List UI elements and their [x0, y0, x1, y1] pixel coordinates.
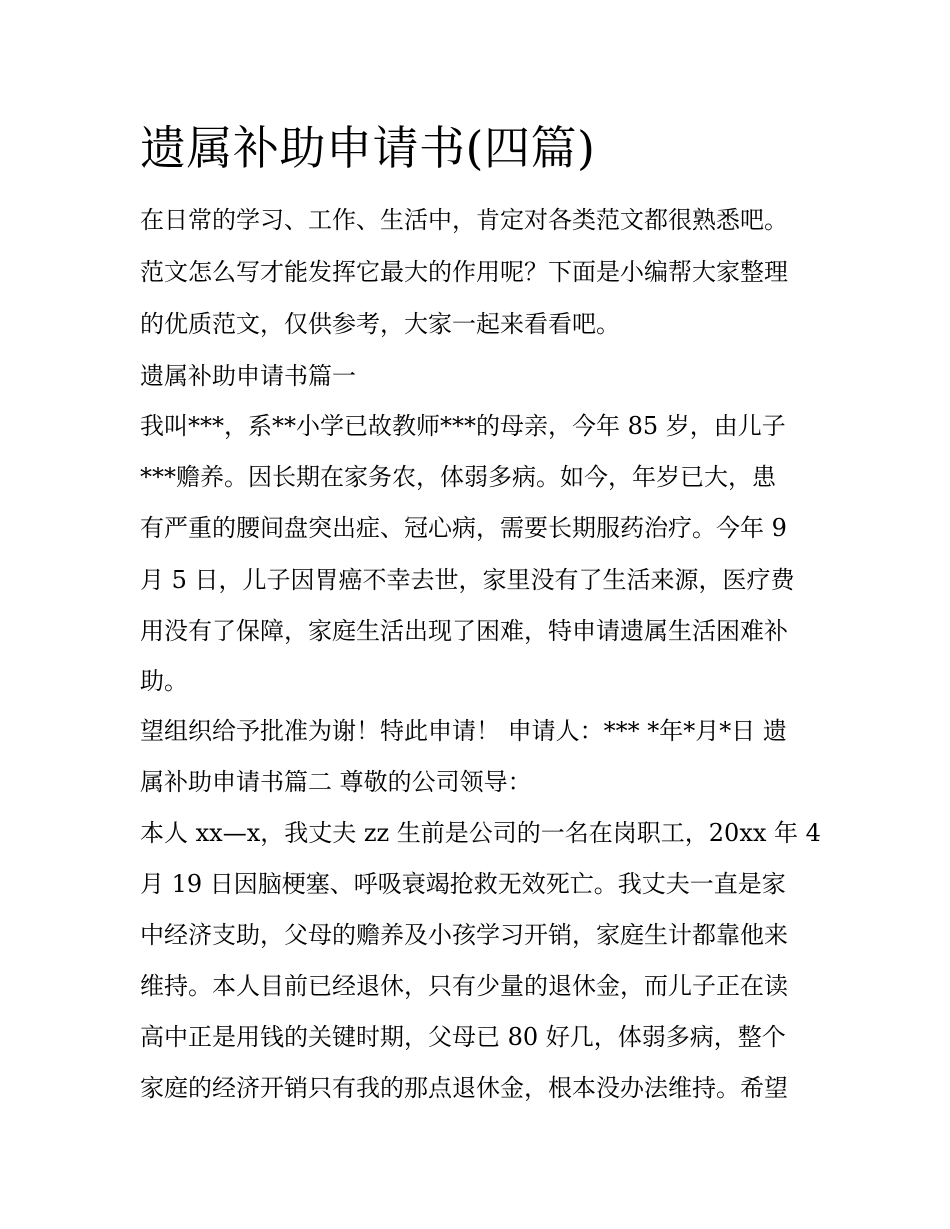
text-line: 本人 xx—x，我丈夫 zz 生前是公司的一名在岗职工，20xx 年 4 [140, 819, 821, 847]
text-line: 高中正是用钱的关键时期，父母已 80 好几，体弱多病，整个 [140, 1023, 786, 1051]
text-line: 中经济支助，父母的赡养及小孩学习开销，家庭生计都靠他来 [140, 921, 788, 949]
text-line: 我叫***，系**小学已故教师***的母亲，今年 85 岁，由儿子 [140, 412, 786, 440]
text-line: 月 5 日，儿子因胃癌不幸去世，家里没有了生活来源，医疗费 [140, 566, 795, 594]
text-line: 家庭的经济开销只有我的那点退休金，根本没办法维持。希望 [140, 1074, 788, 1102]
text-line: 助。 [140, 667, 188, 695]
text-line: 的优质范文，仅供参考，大家一起来看看吧。 [140, 310, 620, 338]
text-line: 望组织给予批准为谢！特此申请！ 申请人：*** *年*月*日 遗 [140, 717, 787, 745]
document-title: 遗属补助申请书(四篇) [140, 121, 596, 175]
text-line: 月 19 日因脑梗塞、呼吸衰竭抢救无效死亡。我丈夫一直是家 [140, 870, 786, 898]
text-line: ***赡养。因长期在家务农，体弱多病。如今，年岁已大，患 [140, 463, 776, 491]
text-line: 范文怎么写才能发挥它最大的作用呢？下面是小编帮大家整理 [140, 258, 788, 286]
text-line: 有严重的腰间盘突出症、冠心病，需要长期服药治疗。今年 9 [140, 514, 787, 542]
text-line: 在日常的学习、工作、生活中，肯定对各类范文都很熟悉吧。 [140, 206, 788, 234]
text-line: 用没有了保障，家庭生活出现了困难，特申请遗属生活困难补 [140, 617, 788, 645]
section-heading: 遗属补助申请书篇一 [140, 362, 356, 390]
text-line: 维持。本人目前已经退休，只有少量的退休金，而儿子正在读 [140, 972, 788, 1000]
text-line: 属补助申请书篇二 尊敬的公司领导： [140, 768, 532, 796]
